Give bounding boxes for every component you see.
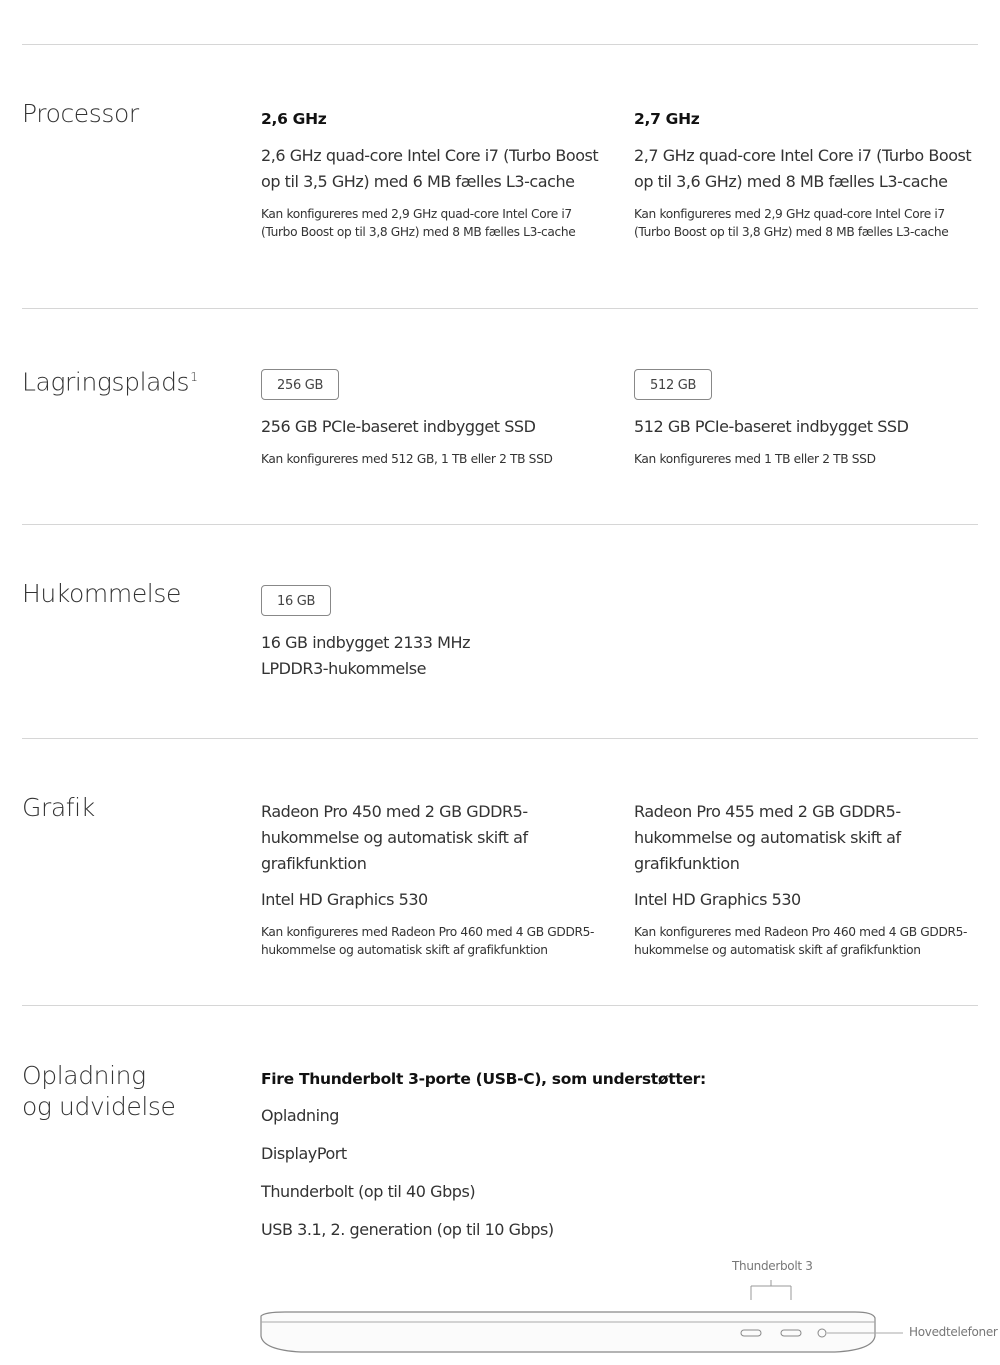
charging-content [261,1069,861,1255]
divider-memory [22,738,978,739]
memory-option [261,585,541,692]
storage-option-note: Kan konfigureres med 1 TB eller 2 TB SSD [634,452,876,466]
storage-option-2 [634,369,984,468]
thunderbolt-label: Thunderbolt 3 [732,1259,813,1273]
processor-option-name: 2,6 GHz [261,110,327,128]
headphones-label: Hovedtelefoner [909,1325,998,1339]
storage-option-1 [261,369,611,468]
memory-title: Hukommelse [22,579,181,608]
processor-option-desc: 2,7 GHz quad-core Intel Core i7 (Turbo Boost op til 3,6 GHz) med 8 MB fælles L3-cache [634,146,972,191]
storage-title [22,362,197,397]
storage-footnote: 1 [190,370,198,384]
charging-title-line2: og udvidelse [22,1092,176,1121]
graphics-gpu: Radeon Pro 455 med 2 GB GDDR5-hukommelse og automatisk skift af grafikfunktion [634,802,901,873]
thunderbolt-bracket [751,1280,791,1300]
memory-desc: 16 GB indbygget 2133 MHz LPDDR3-hukommelse [261,633,471,678]
charging-item: DisplayPort [261,1144,347,1163]
divider-processor [22,308,978,309]
graphics-option-1 [261,799,611,959]
graphics-option-2 [634,799,984,959]
processor-option-note: Kan konfigureres med 2,9 GHz quad-core Intel Core i7 (Turbo Boost op til 3,8 GHz) med 8 MB fælles L3-cache [261,207,576,239]
charging-item: USB 3.1, 2. generation (op til 10 Gbps) [261,1220,554,1239]
graphics-note: Kan konfigureres med Radeon Pro 460 med 4 GB GDDR5-hukommelse og automatisk skift af grafikfunktion [634,925,968,957]
divider-graphics [22,1005,978,1006]
divider-storage [22,524,978,525]
storage-title-text: Lagringsplads [22,367,190,397]
graphics-title: Grafik [22,793,95,822]
processor-option-note: Kan konfigureres med 2,9 GHz quad-core Intel Core i7 (Turbo Boost op til 3,8 GHz) med 8 MB fælles L3-cache [634,207,949,239]
laptop-body [261,1312,875,1352]
processor-title: Processor [22,99,139,128]
graphics-gpu: Radeon Pro 450 med 2 GB GDDR5-hukommelse og automatisk skift af grafikfunktion [261,802,528,873]
graphics-igpu: Intel HD Graphics 530 [634,890,801,909]
processor-option-1 [261,109,611,241]
memory-badge-16[interactable]: 16 GB [261,585,331,616]
storage-badge-256[interactable]: 256 GB [261,369,339,400]
storage-option-note: Kan konfigureres med 512 GB, 1 TB eller 2 TB SSD [261,452,553,466]
graphics-note: Kan konfigureres med Radeon Pro 460 med 4 GB GDDR5-hukommelse og automatisk skift af grafikfunktion [261,925,595,957]
storage-badge-512[interactable]: 512 GB [634,369,712,400]
charging-heading: Fire Thunderbolt 3-porte (USB-C), som understøtter: [261,1070,706,1088]
charging-title [22,1060,176,1122]
storage-option-desc: 512 GB PCIe-baseret indbygget SSD [634,417,909,436]
graphics-igpu: Intel HD Graphics 530 [261,890,428,909]
processor-option-desc: 2,6 GHz quad-core Intel Core i7 (Turbo Boost op til 3,5 GHz) med 6 MB fælles L3-cache [261,146,599,191]
processor-option-2 [634,109,984,241]
charging-item: Thunderbolt (op til 40 Gbps) [261,1182,476,1201]
charging-item: Opladning [261,1106,339,1125]
divider-top [22,44,978,45]
processor-option-name: 2,7 GHz [634,110,700,128]
storage-option-desc: 256 GB PCIe-baseret indbygget SSD [261,417,536,436]
laptop-side-diagram [255,1280,915,1360]
charging-title-line1: Opladning [22,1061,146,1090]
